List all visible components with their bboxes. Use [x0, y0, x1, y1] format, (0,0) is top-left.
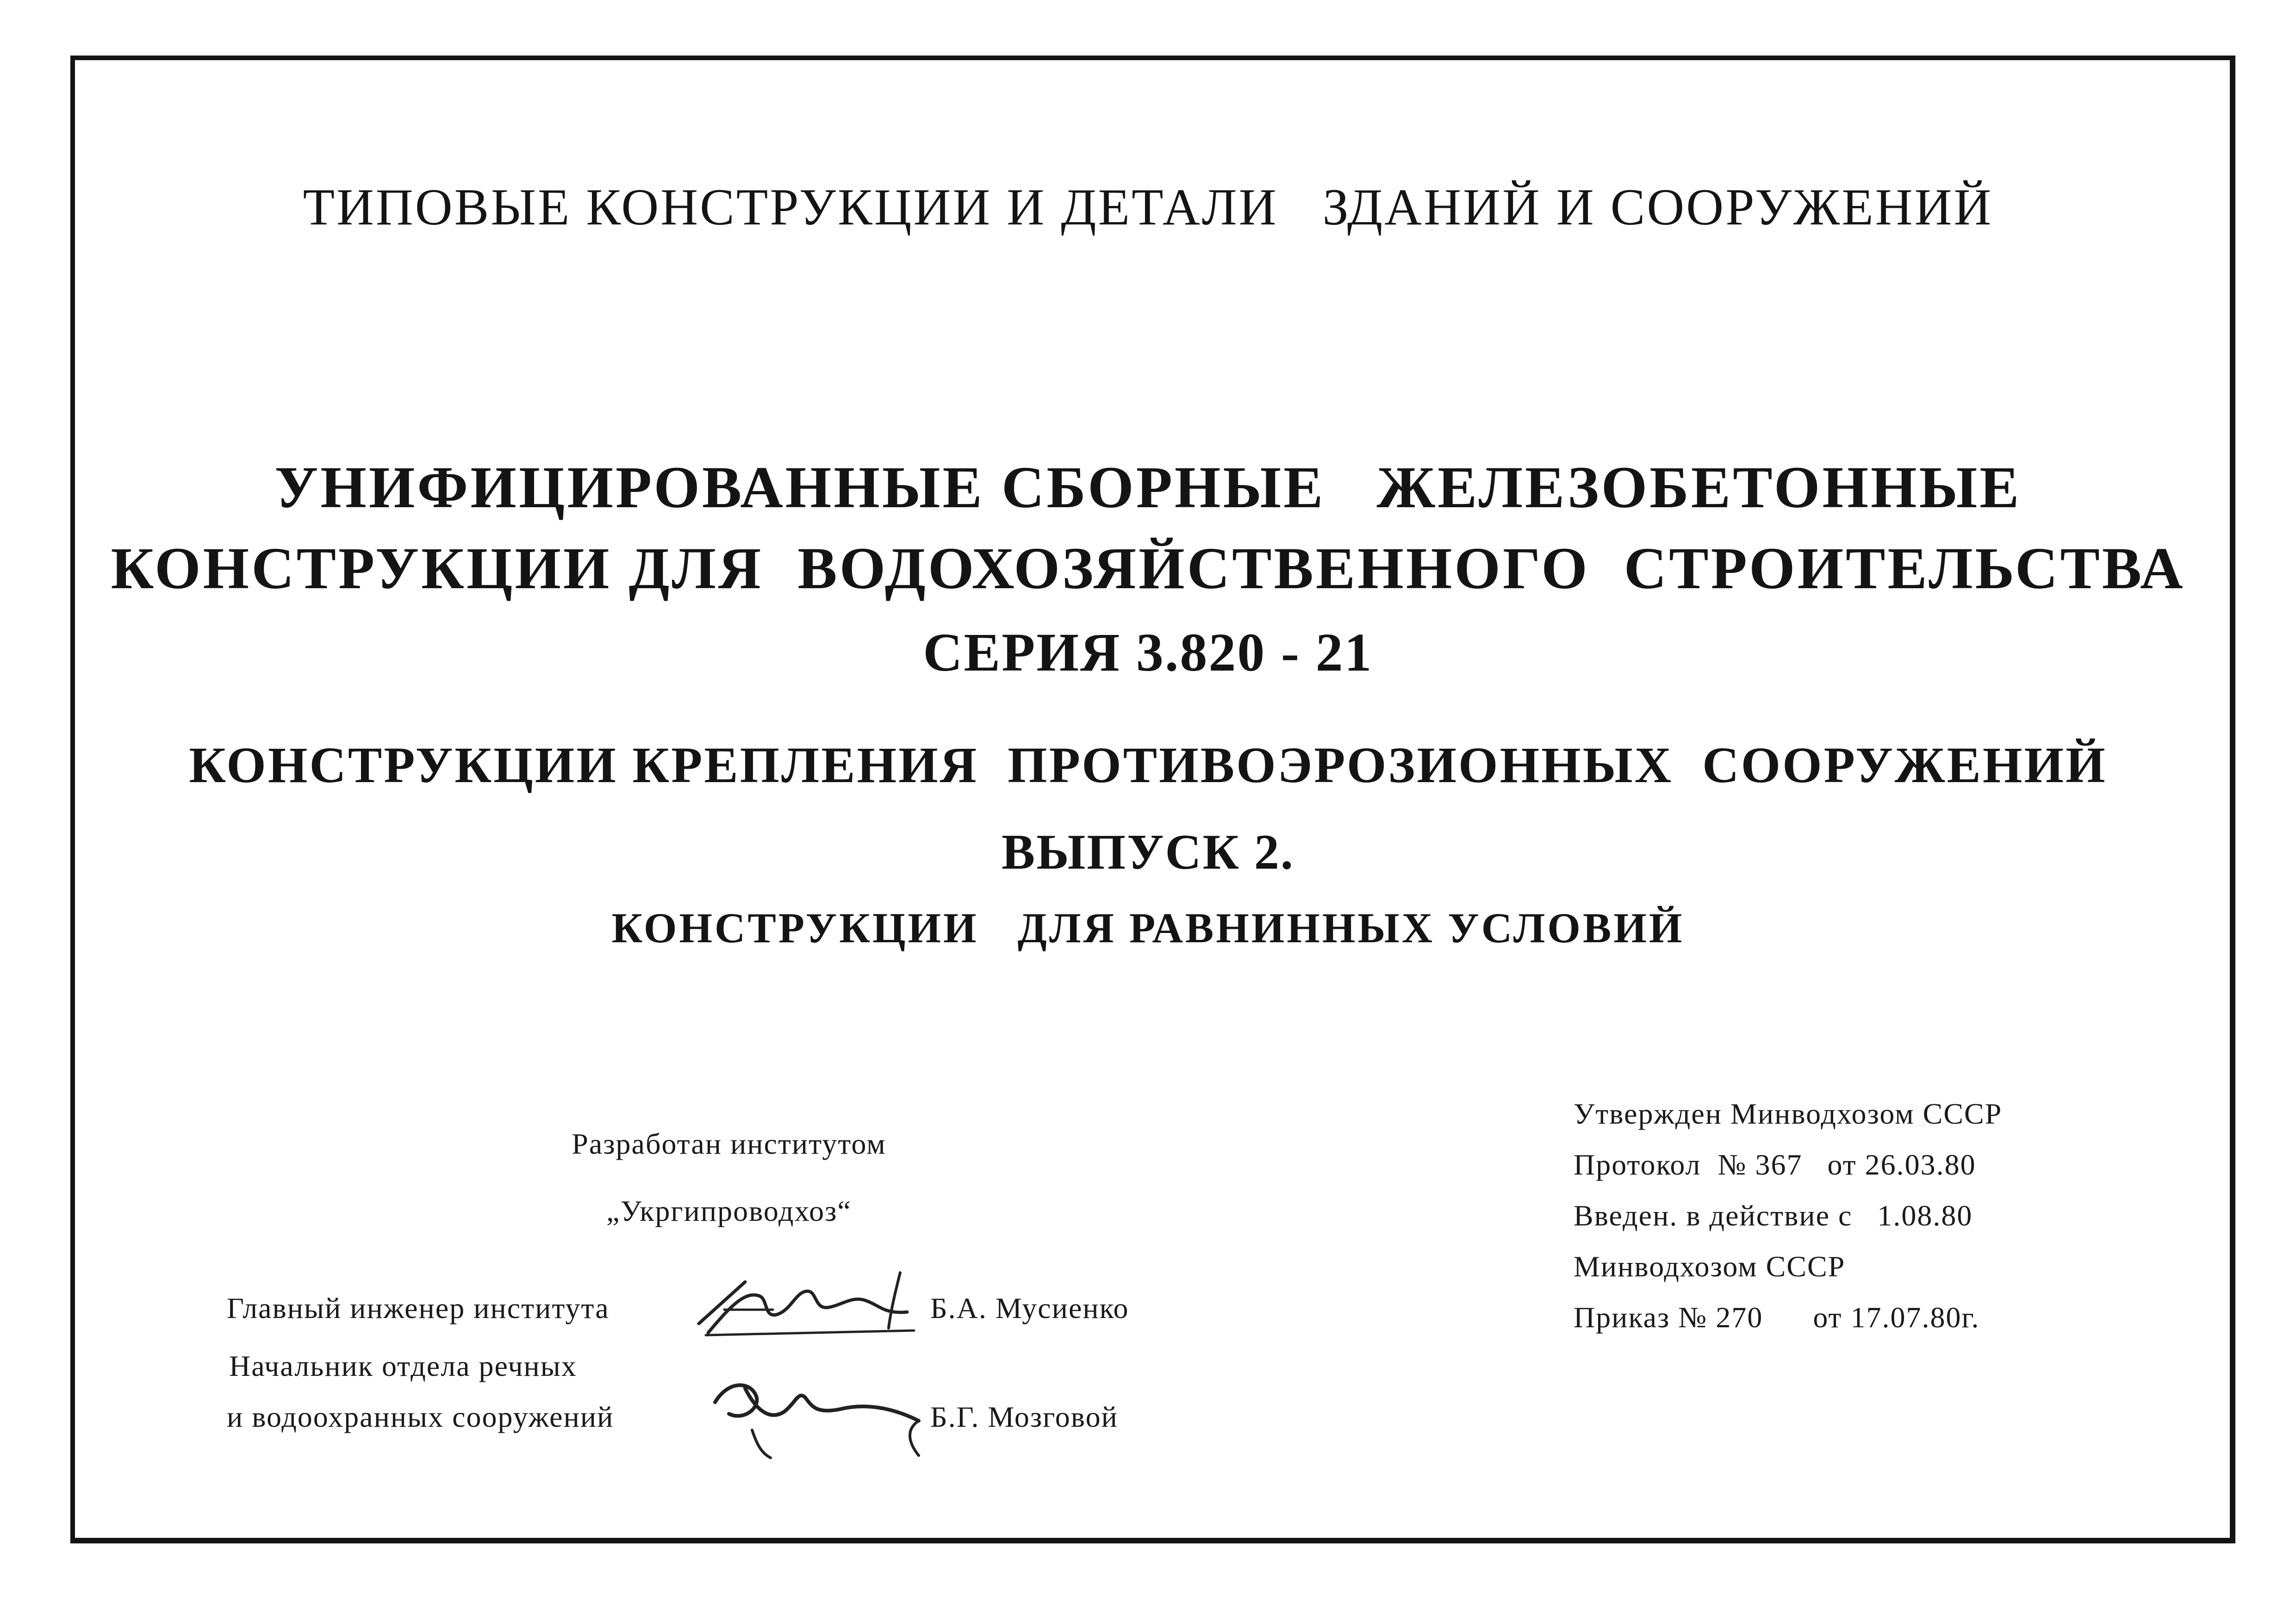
chief-engineer-name: Б.А. Мусиенко [930, 1292, 1129, 1325]
chief-engineer-signature [690, 1263, 930, 1347]
developer-institute: „Укргипроводхоз“ [606, 1194, 852, 1227]
department-head-role-line-2: и водоохранных сооружений [227, 1400, 614, 1433]
department-head-role-line-1: Начальник отдела речных [229, 1349, 577, 1382]
series-number: СЕРИЯ 3.820 - 21 [923, 622, 1373, 683]
issuing-ministry: Минводхозом СССР [1574, 1250, 1846, 1283]
effective-date: Введен. в действие с 1.08.80 [1574, 1199, 1973, 1232]
issue-number: ВЫПУСК 2. [1002, 825, 1294, 880]
header-title: ТИПОВЫЕ КОНСТРУКЦИИ И ДЕТАЛИ ЗДАНИЙ И СООРУЖЕНИЙ [303, 179, 1993, 236]
issue-title: КОНСТРУКЦИИ ДЛЯ РАВНИННЫХ УСЛОВИЙ [611, 904, 1685, 951]
developer-label: Разработан институтом [572, 1127, 886, 1160]
main-title-line-1: УНИФИЦИРОВАННЫЕ СБОРНЫЕ ЖЕЛЕЗОБЕТОННЫЕ [274, 454, 2022, 520]
subtitle: КОНСТРУКЦИИ КРЕПЛЕНИЯ ПРОТИВОЭРОЗИОННЫХ СООРУЖЕНИЙ [189, 737, 2107, 793]
department-head-signature [701, 1370, 942, 1462]
chief-engineer-role: Главный инженер института [227, 1292, 610, 1325]
main-title-line-2: КОНСТРУКЦИИ ДЛЯ ВОДОХОЗЯЙСТВЕННОГО СТРОИТЕЛЬСТВА [111, 535, 2185, 601]
approval-protocol: Протокол № 367 от 26.03.80 [1574, 1148, 1976, 1181]
approval-authority: Утвержден Минводхозом СССР [1574, 1097, 2003, 1130]
department-head-name: Б.Г. Мозговой [930, 1400, 1118, 1433]
approval-order: Приказ № 270 от 17.07.80г. [1574, 1301, 1980, 1334]
